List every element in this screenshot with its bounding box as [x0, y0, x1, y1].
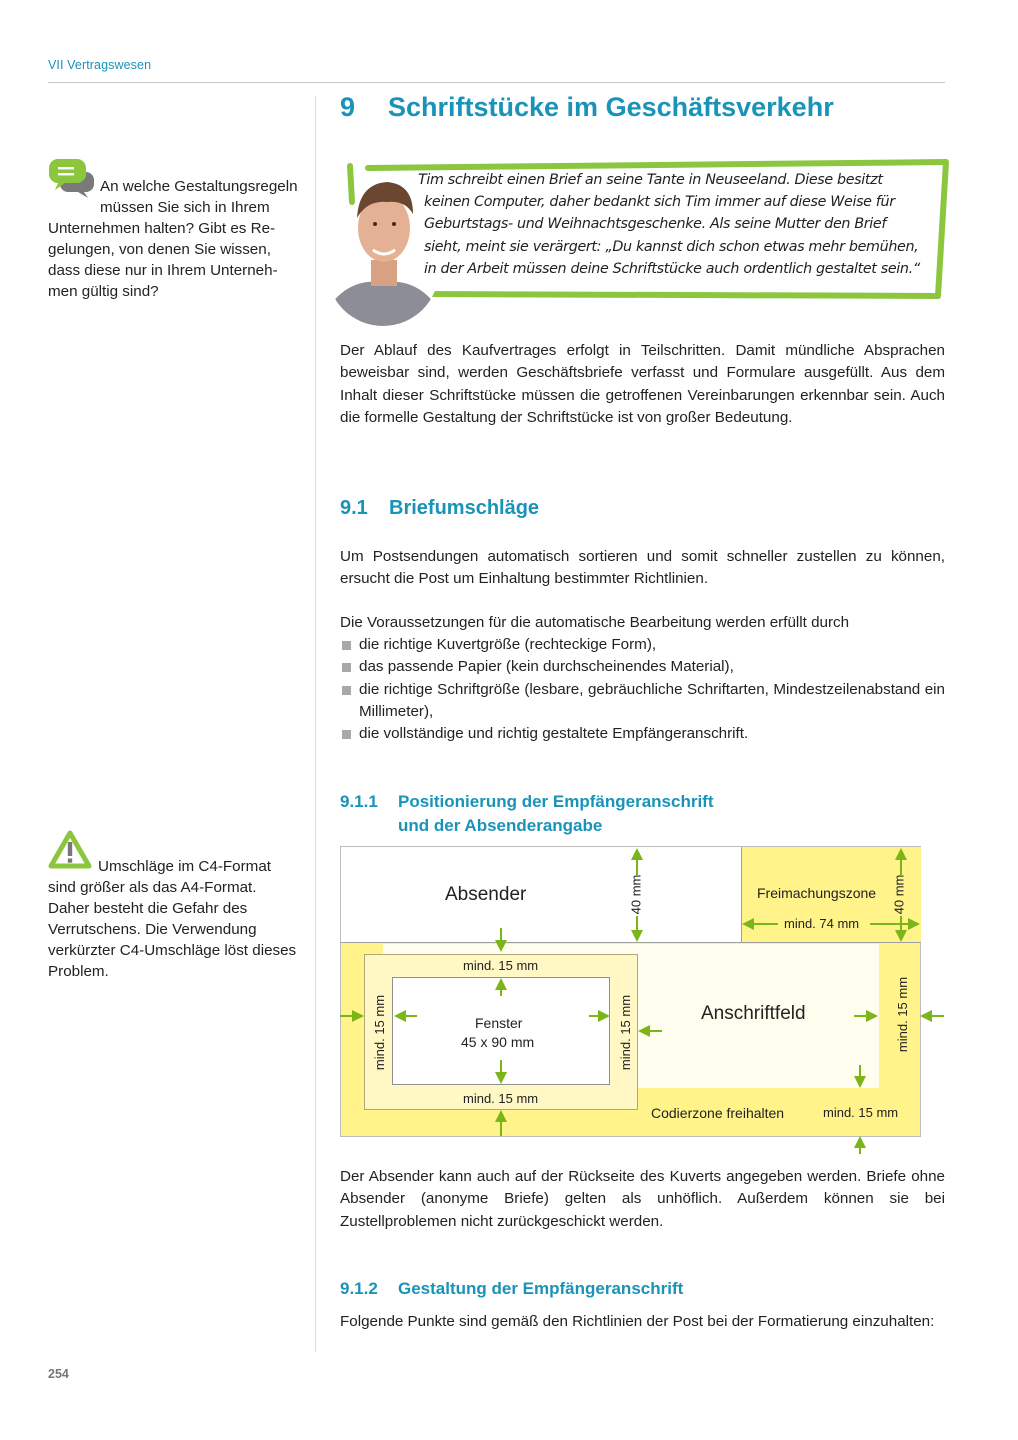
section-number: 9.1.2 [340, 1279, 378, 1298]
section-title: Gestaltung der Empfängeranschrift [398, 1279, 684, 1298]
warning-triangle-icon [48, 830, 92, 876]
codierzone-label: Codierzone freihalten [651, 1105, 785, 1121]
bullet-square-icon [342, 663, 351, 672]
story-text [418, 169, 928, 280]
bullet-square-icon [342, 641, 351, 650]
fenster-size-label: 45 x 90 mm [461, 1034, 535, 1050]
list-item-text: die richtige Kuvertgröße (rechteckige Form), [359, 636, 657, 653]
requirements-list [340, 634, 945, 745]
section-title-line: und der Absenderangabe [398, 816, 603, 835]
speech-bubbles-icon [48, 158, 94, 204]
section-title: Briefumschläge [389, 497, 540, 519]
running-head: VII Vertragswesen [48, 58, 152, 72]
margin-right-window-label: mind. 15 mm [618, 994, 634, 1071]
bullet-square-icon [342, 730, 351, 739]
story-line: keinen Computer, daher bedankt sich Tim immer auf diese Weise für [424, 194, 895, 211]
list-item-text: die vollständige und richtig gestaltete Empfängeranschrift. [359, 725, 749, 743]
header-rule [48, 82, 945, 83]
margin-note-discussion [48, 176, 298, 302]
section-number: 9.1.1 [340, 792, 378, 811]
freimachung-height-label: 40 mm [891, 874, 907, 915]
list-item [340, 723, 945, 745]
story-line: in der Arbeit müssen deine Schriftstücke auch ordentlich gestaltet sein.“ [424, 260, 920, 277]
column-divider [315, 96, 316, 1352]
margin-top-label: mind. 15 mm [463, 958, 539, 973]
section-9-1-paragraph: Um Postsendungen automatisch sortieren und somit schneller zustellen zu können, ersucht die Post um Einhaltung bestimmter Richtlinien. [340, 548, 945, 588]
story-line: sieht, meint sie verärgert: „Du kannst dich schon etwas mehr bemühen, [424, 238, 919, 255]
list-item [340, 656, 945, 678]
list-item-text: das passende Papier (kein durchscheinendes Material), [359, 658, 734, 676]
margin-note-text: An welche Gestaltungsregeln müssen Sie sich in Ihrem Unternehmen halten? Gibt es Regelungen, von denen Sie wissen, dass diese nur in Ihrem Unternehmen gültig sind? [48, 178, 298, 300]
list-item [340, 634, 945, 656]
page-number: 254 [48, 1367, 69, 1381]
bullet-square-icon [342, 686, 351, 695]
margin-left-label: mind. 15 mm [372, 994, 388, 1071]
list-intro: Die Voraussetzungen für die automatische Bearbeitung werden erfüllt durch [340, 614, 850, 631]
section-9-1-2-paragraph: Folgende Punkte sind gemäß den Richtlinien der Post bei der Formatierung einzuhalten: [340, 1313, 935, 1330]
section-heading-9-1-2 [340, 1277, 683, 1301]
absender-label: Absender [445, 884, 527, 905]
chapter-title [340, 92, 834, 123]
margin-right-label: mind. 15 mm [895, 976, 911, 1053]
freimachung-width-label: mind. 74 mm [784, 916, 860, 931]
fenster-label: Fenster [475, 1015, 523, 1031]
margin-note-warning [48, 856, 298, 982]
story-line: Tim schreibt einen Brief an seine Tante in Neuseeland. Diese besitzt [418, 172, 883, 188]
margin-bottom-label: mind. 15 mm [463, 1091, 539, 1106]
absender-paragraph: Der Absender kann auch auf der Rückseite des Kuverts angegeben werden. Briefe ohne Absender (anonyme Briefe) gelten als unhöflich. Außerdem können sie bei Zustellproblemen nicht zurückgeschickt werden. [340, 1168, 945, 1230]
chapter-title-text: Schriftstücke im Geschäftsverkehr [388, 92, 834, 122]
absender-height-label: 40 mm [628, 874, 644, 915]
section-number: 9.1 [340, 497, 368, 519]
codierzone-height-label: mind. 15 mm [823, 1105, 899, 1120]
intro-paragraph: Der Ablauf des Kaufvertrages erfolgt in Teilschritten. Damit mündliche Absprachen beweisbar sind, werden Geschäftsbriefe verfasst und Formulare ausgefüllt. Aus dem Inhalt dieser Schriftstücke müssen die getroffenen Vereinbarungen erkennbar sein. Auch die formelle Gestaltung der Schriftstücke ist von großer Bedeutung. [340, 342, 945, 426]
anschriftfeld-label: Anschriftfeld [701, 1003, 806, 1024]
story-line: Geburtstags- und Weihnachtsgeschenke. Als seine Mutter den Brief [424, 216, 887, 233]
freimachungszone-label: Freimachungszone [757, 885, 877, 901]
list-item [340, 679, 945, 724]
section-heading-9-1-1 [340, 790, 714, 838]
list-item-text: die richtige Schriftgröße (lesbare, gebräuchliche Schriftarten, Mindestzeilenabstand ein Millimeter), [359, 680, 945, 720]
chapter-number: 9 [340, 92, 356, 122]
section-title-line: Positionierung der Empfängeranschrift [398, 792, 714, 811]
margin-note-text: Umschläge im C4-Format sind größer als das A4-Format. Daher besteht die Gefahr des Verrutschens. Die Verwendung verkürzter C4-Umschläge löst dieses Problem. [48, 858, 297, 980]
dimension-arrows [340, 846, 960, 1166]
section-heading-9-1 [340, 497, 539, 520]
envelope-diagram [340, 846, 921, 1137]
